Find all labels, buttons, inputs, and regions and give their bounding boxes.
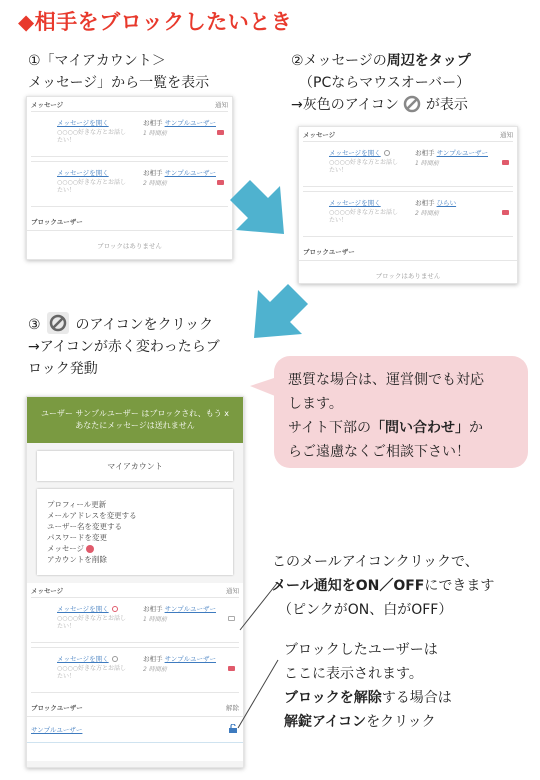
partner-info: お相手 サンプルユーザー: [143, 605, 216, 613]
mail-icon[interactable]: [502, 210, 509, 215]
arrow-down-right-icon: [228, 178, 290, 240]
open-message-link[interactable]: メッセージを開く: [57, 604, 239, 613]
callout-bubble: [250, 356, 528, 468]
open-message-link[interactable]: メッセージを開く: [329, 148, 513, 157]
step3-line1: ③ のアイコンをクリック: [28, 312, 258, 336]
partner-name[interactable]: サンプルユーザー: [164, 605, 216, 613]
blocked-user-row: [27, 717, 243, 743]
step3-line2: →アイコンが赤く変わったらブ: [28, 339, 220, 355]
notification-badge: [86, 545, 94, 553]
message-row[interactable]: [303, 191, 513, 237]
step1-line2: メッセージ」から一覧を表示: [28, 75, 210, 91]
callout-line4: らご遠慮なくご相談下さい！: [288, 444, 470, 460]
partner-name[interactable]: サンプルユーザー: [164, 169, 216, 177]
notify-label: 通知: [215, 101, 228, 109]
message-snippet: ○○○○好きな方とお話し たい！: [329, 159, 398, 174]
callout-line2: します。: [288, 396, 343, 412]
note2-line4: 解錠アイコンをクリック: [284, 714, 436, 730]
ban-icon[interactable]: [112, 606, 118, 612]
screenshot-message-list: [26, 96, 233, 260]
message-row[interactable]: [31, 647, 239, 693]
step2-line2: （PCならマウスオーバー）: [299, 75, 471, 91]
message-row[interactable]: [31, 597, 239, 643]
no-block-text: ブロックはありません: [97, 242, 162, 250]
block-users-heading: ブロックユーザー: [299, 243, 517, 261]
step2-line1: ②メッセージの周辺をタップ: [291, 53, 471, 69]
partner-info: お相手 ひらい: [415, 199, 457, 207]
partner-info: お相手 サンプルユーザー: [143, 655, 216, 663]
menu-item[interactable]: アカウントを削除: [47, 555, 107, 564]
open-message-link[interactable]: メッセージを開く: [329, 199, 381, 207]
messages-header: [27, 97, 232, 111]
screenshot-tap-message: [298, 126, 518, 284]
partner-name[interactable]: ひらい: [436, 199, 457, 207]
block-users-heading: ブロックユーザー: [27, 213, 232, 231]
ban-icon[interactable]: [384, 150, 390, 156]
message-time: 2 時間前: [143, 180, 167, 187]
message-row[interactable]: [303, 141, 513, 187]
menu-item[interactable]: メールアドレスを変更する: [47, 511, 137, 520]
callout-text: [274, 356, 528, 468]
step3-line3: ロック発動: [28, 361, 98, 377]
callout-line3: サイト下部の「問い合わせ」か: [288, 420, 484, 436]
message-time: 2 時間前: [143, 666, 167, 673]
banner-close-button[interactable]: x: [224, 409, 229, 418]
open-message-link[interactable]: メッセージを開く: [57, 119, 109, 127]
ban-icon: [47, 312, 69, 334]
menu-item-messages[interactable]: メッセージ: [47, 543, 223, 554]
step3-text: [28, 312, 258, 380]
message-row[interactable]: [31, 161, 228, 207]
block-banner: ユーザー サンプルユーザー はブロックされ、もう x あなたにメッセージは送れません: [27, 397, 243, 443]
mail-icon[interactable]: [217, 180, 224, 185]
note1-line3: （ピンクがON、白がOFF）: [278, 602, 453, 618]
note-mail-toggle: [272, 550, 534, 622]
note2-line2: ここに表示されます。: [284, 666, 423, 682]
note2-line1: ブロックしたユーザーは: [284, 642, 438, 658]
step1-line1: ①「マイアカウント＞: [28, 53, 166, 69]
unblock-label: 解除: [226, 704, 239, 712]
menu-item[interactable]: パスワードを変更: [47, 533, 107, 542]
partner-name[interactable]: サンプルユーザー: [164, 119, 216, 127]
menu-item[interactable]: ユーザー名を変更する: [47, 522, 122, 531]
my-account-card[interactable]: マイアカウント: [37, 451, 233, 481]
message-snippet: ○○○○好きな方とお話し たい！: [57, 665, 126, 680]
note-unblock: [284, 638, 534, 734]
message-time: 1 時間前: [415, 160, 439, 167]
mail-icon[interactable]: [502, 160, 509, 165]
blocked-user-name[interactable]: サンプルユーザー: [31, 726, 83, 734]
message-time: 1 時間前: [143, 130, 167, 137]
mail-icon[interactable]: [217, 130, 224, 135]
partner-info: お相手 サンプルユーザー: [415, 149, 488, 157]
message-snippet: ○○○○好きな方とお話し たい！: [57, 615, 126, 630]
callout-line1: 悪質な場合は、運営側でも対応: [288, 372, 484, 388]
message-section: [27, 583, 243, 761]
messages-header: [27, 583, 243, 597]
step2-text: [291, 50, 531, 116]
message-time: 1 時間前: [143, 616, 167, 623]
page-title: ◆相手をブロックしたいとき: [18, 10, 293, 34]
messages-label: メッセージ: [31, 101, 64, 109]
ban-icon: [403, 95, 421, 113]
notify-label: 通知: [500, 131, 513, 139]
step1-text: [28, 50, 209, 94]
message-time: 2 時間前: [415, 210, 439, 217]
note2-line3: ブロックを解除する場合は: [284, 690, 452, 706]
messages-header: [299, 127, 517, 141]
message-snippet: ○○○○好きな方とお話し たい！: [57, 179, 126, 194]
messages-label: メッセージ: [31, 587, 64, 595]
step2-line3: →灰色のアイコン が表示: [291, 97, 468, 113]
partner-info: お相手 サンプルユーザー: [143, 119, 216, 127]
messages-label: メッセージ: [303, 131, 336, 139]
partner-info: お相手 サンプルユーザー: [143, 169, 216, 177]
account-menu: [37, 489, 233, 575]
ban-icon[interactable]: [112, 656, 118, 662]
message-snippet: ○○○○好きな方とお話し たい！: [57, 129, 126, 144]
open-message-link[interactable]: メッセージを開く: [57, 169, 109, 177]
menu-item[interactable]: プロフィール更新: [47, 500, 107, 509]
note1-line1: このメールアイコンクリックで、: [272, 554, 479, 570]
block-users-heading: ブロックユーザー 解除: [27, 699, 243, 717]
message-row[interactable]: [31, 111, 228, 157]
partner-name[interactable]: サンプルユーザー: [436, 149, 488, 157]
message-snippet: ○○○○好きな方とお話し たい！: [329, 209, 398, 224]
open-message-link[interactable]: メッセージを開く: [57, 654, 239, 663]
note1-line2: メール通知をON／OFFにできます: [272, 578, 495, 594]
notify-label: 通知: [226, 587, 239, 595]
no-block-text: ブロックはありません: [375, 272, 441, 280]
screenshot-blocked: [26, 396, 244, 768]
partner-name[interactable]: サンプルユーザー: [164, 655, 216, 663]
